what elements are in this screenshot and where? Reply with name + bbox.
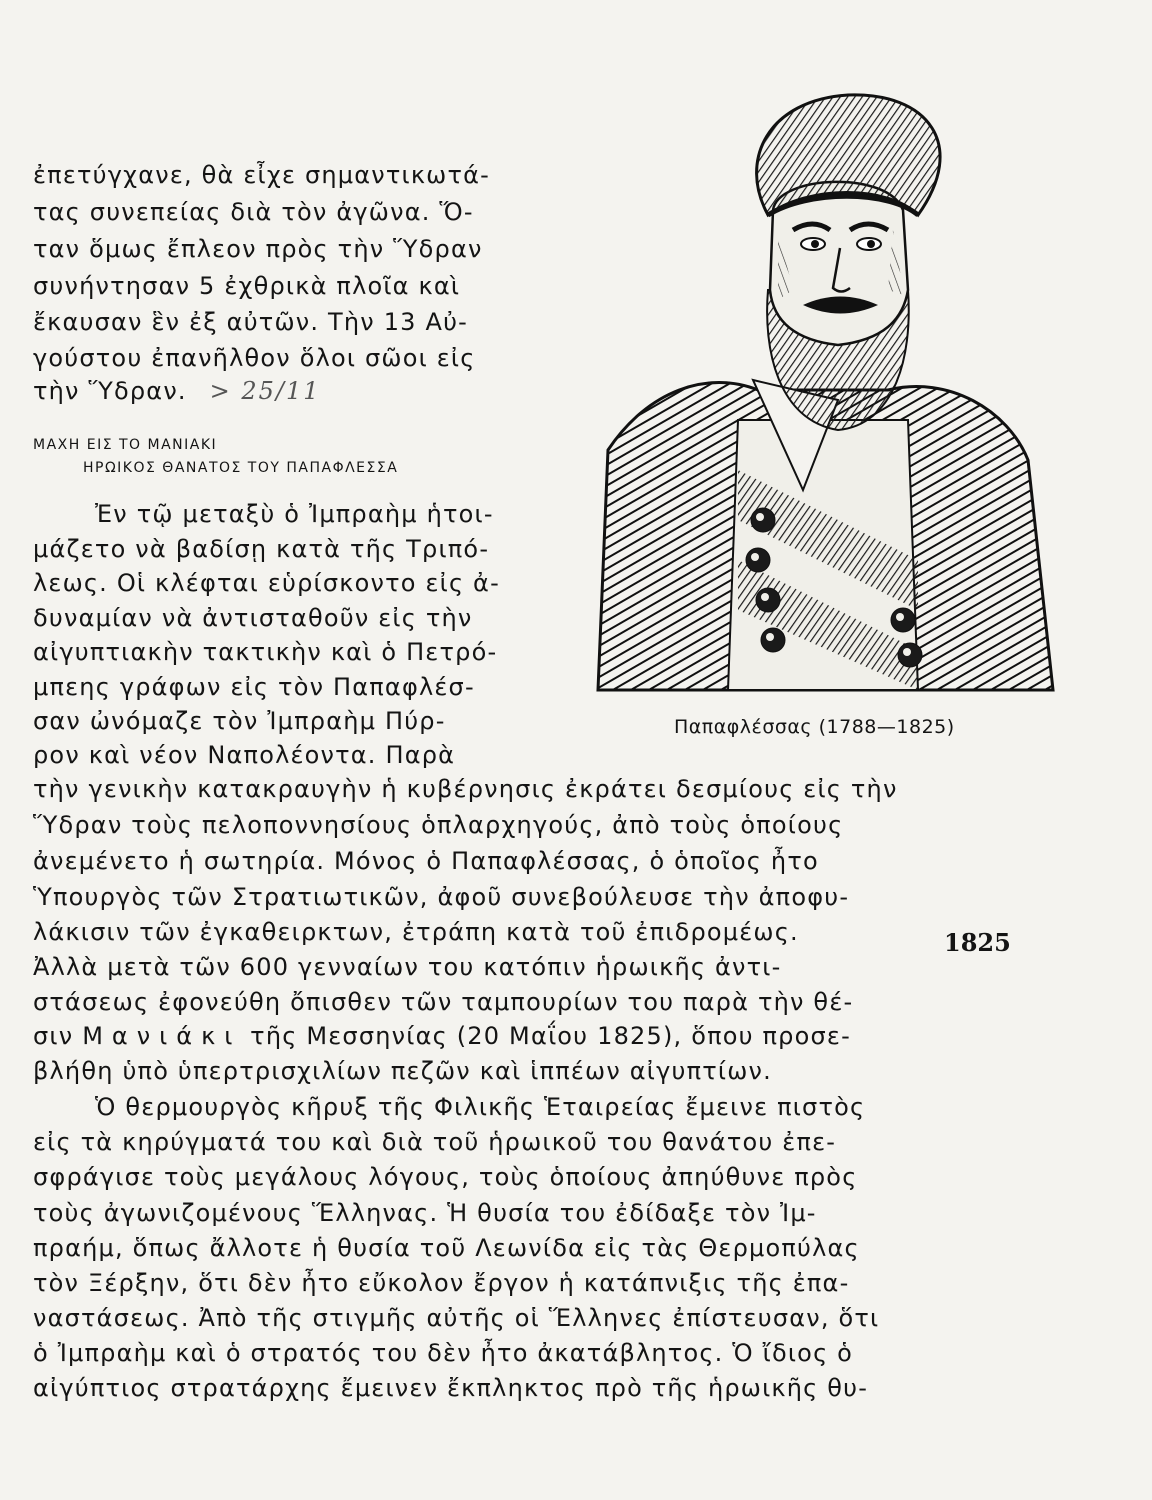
- text-line: Ὁ θερμουργὸς κῆρυξ τῆς Φιλικῆς Ἑταιρείας ἔμεινε πιστὸς: [95, 1093, 866, 1121]
- text-line: εἰς τὰ κηρύγματά του καὶ διὰ τοῦ ἡρωικοῦ του θανάτου ἐπε-: [33, 1128, 837, 1156]
- text-line: συνήντησαν 5 ἐχθρικὰ πλοῖα καὶ: [33, 272, 461, 300]
- handwritten-note: > 25/11: [209, 377, 321, 405]
- text-span: τὴν Ὕδραν.: [33, 377, 187, 405]
- section-heading-line-1: ΜΑΧΗ ΕΙΣ ΤΟ ΜΑΝΙΑΚΙ: [33, 437, 218, 453]
- text-line: λεως. Οἱ κλέφται εὑρίσκοντο εἰς ἀ-: [33, 569, 500, 597]
- text-line: τὴν γενικὴν κατακραυγὴν ἡ κυβέρνησις ἐκράτει δεσμίους εἰς τὴν: [33, 775, 898, 803]
- margin-year: 1825: [944, 928, 1011, 957]
- text-line: Ὑπουργὸς τῶν Στρατιωτικῶν, ἀφοῦ συνεβούλευσε τὴν ἀποφυ-: [33, 883, 850, 911]
- text-line: μάζετο νὰ βαδίσῃ κατὰ τῆς Τριπό-: [33, 535, 490, 563]
- text-line: Ἀλλὰ μετὰ τῶν 600 γενναίων του κατόπιν ἡρωικῆς ἀντι-: [33, 953, 782, 981]
- text-line: δυναμίαν νὰ ἀντισταθοῦν εἰς τὴν: [33, 604, 473, 632]
- text-line: ἐπετύγχανε, θὰ εἶχε σημαντικωτά-: [33, 161, 491, 189]
- text-line: ρον καὶ νέον Ναπολέοντα. Παρὰ: [33, 741, 456, 769]
- text-line: λάκισιν τῶν ἐγκαθειρκτων, ἐτράπη κατὰ τοῦ ἐπιδρομέως.: [33, 918, 799, 946]
- text-line: ὁ Ἰμπραὴμ καὶ ὁ στρατός του δὲν ἦτο ἀκατάβλητος. Ὁ ἴδιος ὁ: [33, 1339, 854, 1367]
- papaflessas-portrait: [588, 90, 1058, 700]
- text-line: ἔκαυσαν ἓν ἐξ αὐτῶν. Τὴν 13 Αὐ-: [33, 308, 469, 336]
- portrait-caption: Παπαφλέσσας (1788—1825): [674, 716, 955, 738]
- section-heading-line-2: ΗΡΩΙΚΟΣ ΘΑΝΑΤΟΣ ΤΟΥ ΠΑΠΑΦΛΕΣΣΑ: [83, 460, 399, 476]
- text-line: τας συνεπείας διὰ τὸν ἀγῶνα. Ὅ-: [33, 198, 474, 226]
- place-name-maniaki: Μανιάκι: [82, 1022, 242, 1050]
- text-line: σαν ὠνόμαζε τὸν Ἰμπραὴμ Πύρ-: [33, 707, 446, 735]
- text-span: σιν: [33, 1022, 74, 1050]
- text-line: Ὕδραν τοὺς πελοποννησίους ὁπλαρχηγούς, ἀπὸ τοὺς ὁποίους: [33, 811, 844, 839]
- text-line: βλήθη ὑπὸ ὑπερτρισχιλίων πεζῶν καὶ ἱππέων αἰγυπτίων.: [33, 1057, 772, 1085]
- text-span: τῆς Μεσσηνίας (20 Μαΐου 1825), ὅπου προσε-: [250, 1022, 851, 1050]
- text-line: τὸν Ξέρξην, ὅτι δὲν ἦτο εὔκολον ἔργον ἡ κατάπνιξις τῆς ἐπα-: [33, 1269, 850, 1297]
- text-line: ἀνεμένετο ἡ σωτηρία. Μόνος ὁ Παπαφλέσσας, ὁ ὁποῖος ἦτο: [33, 847, 819, 875]
- text-line-maniaki: [33, 1021, 851, 1051]
- text-line: γούστου ἐπανῆλθον ὅλοι σῶοι εἰς: [33, 344, 476, 372]
- text-line: [33, 376, 321, 406]
- text-line: αἰγυπτιακὴν τακτικὴν καὶ ὁ Πετρό-: [33, 638, 498, 666]
- text-line: Ἐν τῷ μεταξὺ ὁ Ἰμπραὴμ ἡτοι-: [95, 500, 494, 528]
- text-line: ναστάσεως. Ἀπὸ τῆς στιγμῆς αὐτῆς οἱ Ἕλληνες ἐπίστευσαν, ὅτι: [33, 1304, 880, 1332]
- text-line: μπεης γράφων εἰς τὸν Παπαφλέσ-: [33, 673, 475, 701]
- text-line: τοὺς ἀγωνιζομένους Ἕλληνας. Ἡ θυσία του ἐδίδαξε τὸν Ἰμ-: [33, 1199, 817, 1227]
- text-line: πραήμ, ὅπως ἄλλοτε ἡ θυσία τοῦ Λεωνίδα εἰς τὰς Θερμοπύλας: [33, 1234, 860, 1262]
- text-line: ταν ὅμως ἔπλεον πρὸς τὴν Ὕδραν: [33, 235, 483, 263]
- text-line: σφράγισε τοὺς μεγάλους λόγους, τοὺς ὁποίους ἀπηύθυνε πρὸς: [33, 1163, 858, 1191]
- text-line: αἰγύπτιος στρατάρχης ἔμεινεν ἔκπληκτος πρὸ τῆς ἡρωικῆς θυ-: [33, 1374, 869, 1402]
- text-line: στάσεως ἐφονεύθη ὄπισθεν τῶν ταμπουρίων του παρὰ τὴν θέ-: [33, 988, 854, 1016]
